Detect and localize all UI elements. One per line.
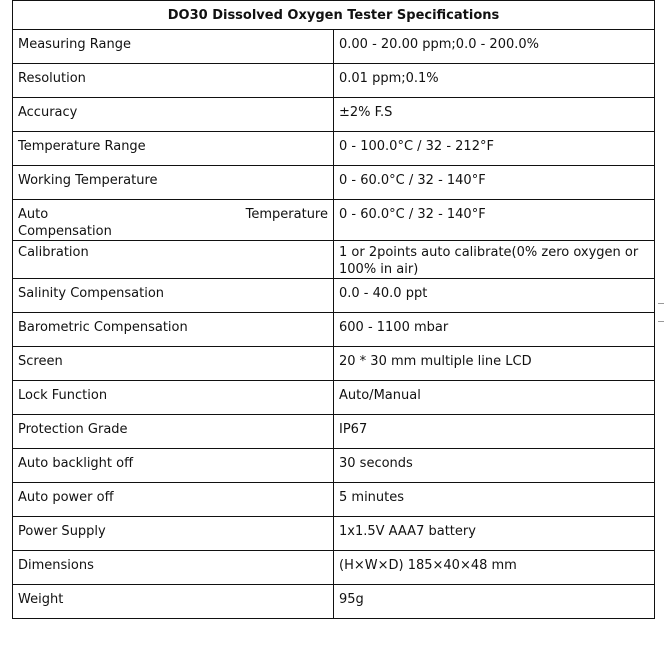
spec-value: 95g bbox=[334, 585, 655, 619]
label-line bbox=[18, 206, 328, 223]
table-row bbox=[13, 64, 655, 98]
table-row bbox=[13, 279, 655, 313]
table-row bbox=[13, 132, 655, 166]
table-row bbox=[13, 98, 655, 132]
table-row bbox=[13, 585, 655, 619]
page-edge-mark bbox=[658, 303, 664, 304]
spec-value: Auto/Manual bbox=[334, 381, 655, 415]
spec-value: 0.0 - 40.0 ppt bbox=[334, 279, 655, 313]
spec-value: 600 - 1100 mbar bbox=[334, 313, 655, 347]
spec-value: (H×W×D) 185×40×48 mm bbox=[334, 551, 655, 585]
table-row bbox=[13, 347, 655, 381]
table-row bbox=[13, 313, 655, 347]
spec-label: Calibration bbox=[13, 241, 334, 279]
page-edge-mark bbox=[658, 321, 664, 322]
spec-label: Auto backlight off bbox=[13, 449, 334, 483]
table-row bbox=[13, 449, 655, 483]
spec-value: 0.00 - 20.00 ppm;0.0 - 200.0% bbox=[334, 30, 655, 64]
table-row bbox=[13, 200, 655, 241]
spec-value: 0 - 60.0°C / 32 - 140°F bbox=[334, 166, 655, 200]
table-row bbox=[13, 517, 655, 551]
spec-value: 0 - 100.0°C / 32 - 212°F bbox=[334, 132, 655, 166]
table-row bbox=[13, 241, 655, 279]
spec-value: ±2% F.S bbox=[334, 98, 655, 132]
spec-value: IP67 bbox=[334, 415, 655, 449]
table-row bbox=[13, 381, 655, 415]
spec-value: 20 * 30 mm multiple line LCD bbox=[334, 347, 655, 381]
spec-value: 5 minutes bbox=[334, 483, 655, 517]
spec-label: Screen bbox=[13, 347, 334, 381]
spec-label: Weight bbox=[13, 585, 334, 619]
spec-label: Temperature Range bbox=[13, 132, 334, 166]
spec-label bbox=[13, 200, 334, 241]
spec-label: Auto power off bbox=[13, 483, 334, 517]
table-row bbox=[13, 415, 655, 449]
spec-value: 0.01 ppm;0.1% bbox=[334, 64, 655, 98]
spec-label: Lock Function bbox=[13, 381, 334, 415]
table-row bbox=[13, 30, 655, 64]
specifications-table bbox=[12, 0, 655, 619]
spec-value: 1x1.5V AAA7 battery bbox=[334, 517, 655, 551]
label-word: Auto bbox=[18, 207, 49, 222]
table-title: DO30 Dissolved Oxygen Tester Specifications bbox=[13, 1, 655, 30]
spec-value: 0 - 60.0°C / 32 - 140°F bbox=[334, 200, 655, 241]
spec-label: Dimensions bbox=[13, 551, 334, 585]
table-row bbox=[13, 166, 655, 200]
table-header-row bbox=[13, 1, 655, 30]
spec-value: 30 seconds bbox=[334, 449, 655, 483]
spec-label: Barometric Compensation bbox=[13, 313, 334, 347]
spec-label: Resolution bbox=[13, 64, 334, 98]
label-word: Compensation bbox=[18, 224, 112, 239]
label-word: Temperature bbox=[245, 207, 328, 222]
spec-label: Salinity Compensation bbox=[13, 279, 334, 313]
spec-label: Power Supply bbox=[13, 517, 334, 551]
spec-label: Protection Grade bbox=[13, 415, 334, 449]
table-row bbox=[13, 483, 655, 517]
spec-value: 1 or 2points auto calibrate(0% zero oxygen or 100% in air) bbox=[334, 241, 655, 279]
spec-label: Measuring Range bbox=[13, 30, 334, 64]
spec-label: Accuracy bbox=[13, 98, 334, 132]
spec-label: Working Temperature bbox=[13, 166, 334, 200]
table-row bbox=[13, 551, 655, 585]
